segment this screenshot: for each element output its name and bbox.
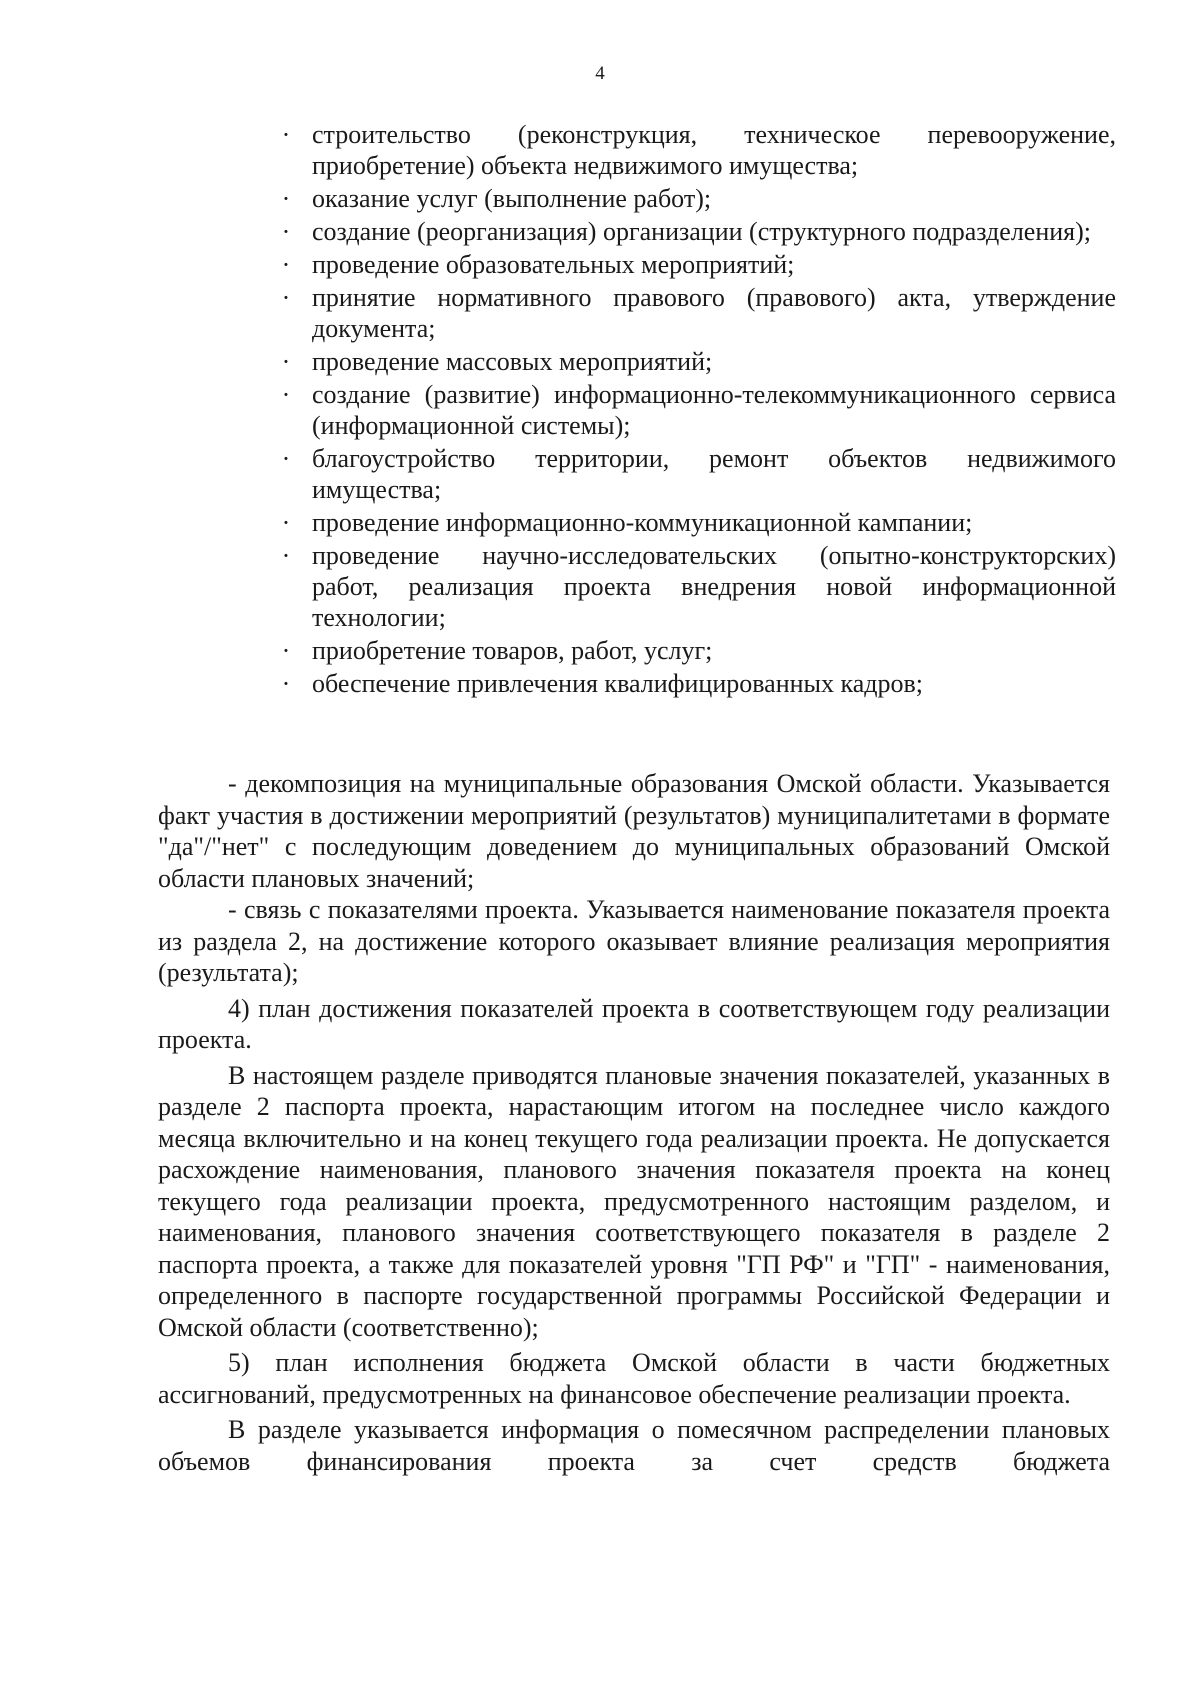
list-item [276, 119, 1116, 181]
list-item-text: приобретение товаров, работ, услуг; [312, 636, 713, 665]
bullet-marker: · [281, 636, 291, 665]
bullet-marker: · [281, 508, 291, 537]
list-item [276, 346, 1116, 377]
list-item-text: оказание услуг (выполнение работ); [312, 184, 712, 213]
list-item-text: строительство (реконструкция, техническое перевооружение, приобретение) объекта недвижимого имущества; [312, 120, 1116, 180]
paragraph-item-4: 4) план достижения показателей проекта в соответствующем году реализации проекта. [158, 993, 1110, 1054]
bullet-marker: · [281, 217, 291, 246]
list-item [276, 183, 1116, 214]
bullet-list [276, 119, 1116, 701]
paragraph-section-description: В настоящем разделе приводятся плановые значения показателей, указанных в разделе 2 паспорта проекта, нарастающим итогом на последнее число каждого месяца включительно и на конец текущего года реализации проекта. Не допускается расхождение наименования, планового значения показателя проекта на конец текущего года реализации проекта, предусмотренного настоящим разделом, и наименования, планового значения соответствующего показателя в разделе 2 паспорта проекта, а также для показателей уровня "ГП РФ" и "ГП" - наименования, определенного в паспорте государственной программы Российской Федерации и Омской области (соответственно); [158, 1060, 1110, 1342]
list-item [276, 668, 1116, 699]
list-item-text: проведение образовательных мероприятий; [312, 250, 795, 279]
list-item [276, 249, 1116, 280]
bullet-marker: · [281, 444, 291, 473]
paragraph-indicator-link: - связь с показателями проекта. Указывается наименование показателя проекта из раздела 2, на достижение которого оказывает влияние реализация мероприятия (результата); [158, 895, 1110, 987]
paragraph-item-5: 5) план исполнения бюджета Омской области в части бюджетных ассигнований, предусмотренных на финансовое обеспечение реализации проекта. [158, 1348, 1110, 1409]
paragraph-budget-distribution: В разделе указывается информация о помесячном распределении плановых объемов финансирования проекта за счет средств бюджета [158, 1415, 1110, 1476]
list-item [276, 635, 1116, 666]
list-item-text: проведение информационно-коммуникационной кампании; [312, 508, 973, 537]
bullet-marker: · [281, 120, 291, 149]
list-item-text: проведение массовых мероприятий; [312, 347, 713, 376]
list-item [276, 379, 1116, 441]
list-item-text: благоустройство территории, ремонт объектов недвижимого имущества; [312, 444, 1116, 504]
page-number: 4 [595, 63, 605, 84]
list-item [276, 507, 1116, 538]
list-item-text: принятие нормативного правового (правового) акта, утверждение документа; [312, 283, 1116, 343]
list-item [276, 216, 1116, 247]
bullet-marker: · [281, 347, 291, 376]
list-item-text: обеспечение привлечения квалифицированных кадров; [312, 669, 924, 698]
list-item [276, 540, 1116, 633]
list-item [276, 443, 1116, 505]
paragraph-decomposition: - декомпозиция на муниципальные образования Омской области. Указывается факт участия в достижении мероприятий (результатов) муниципалитетами в формате "да"/"нет" с последующим доведением до муниципальных образований Омской области плановых значений; [158, 769, 1110, 893]
body-text [158, 768, 1110, 1410]
bullet-marker: · [281, 669, 291, 698]
bullet-marker: · [281, 184, 291, 213]
list-item-text: проведение научно-исследовательских (опытно-конструкторских) работ, реализация проекта внедрения новой информационной технологии; [312, 541, 1116, 632]
bullet-marker: · [281, 250, 291, 279]
list-item [276, 282, 1116, 344]
list-item-text: создание (развитие) информационно-телекоммуникационного сервиса (информационной системы); [312, 380, 1116, 440]
bullet-marker: · [281, 283, 291, 312]
bullet-marker: · [281, 541, 291, 570]
bullet-marker: · [281, 380, 291, 409]
list-item-text: создание (реорганизация) организации (структурного подразделения); [312, 217, 1092, 246]
